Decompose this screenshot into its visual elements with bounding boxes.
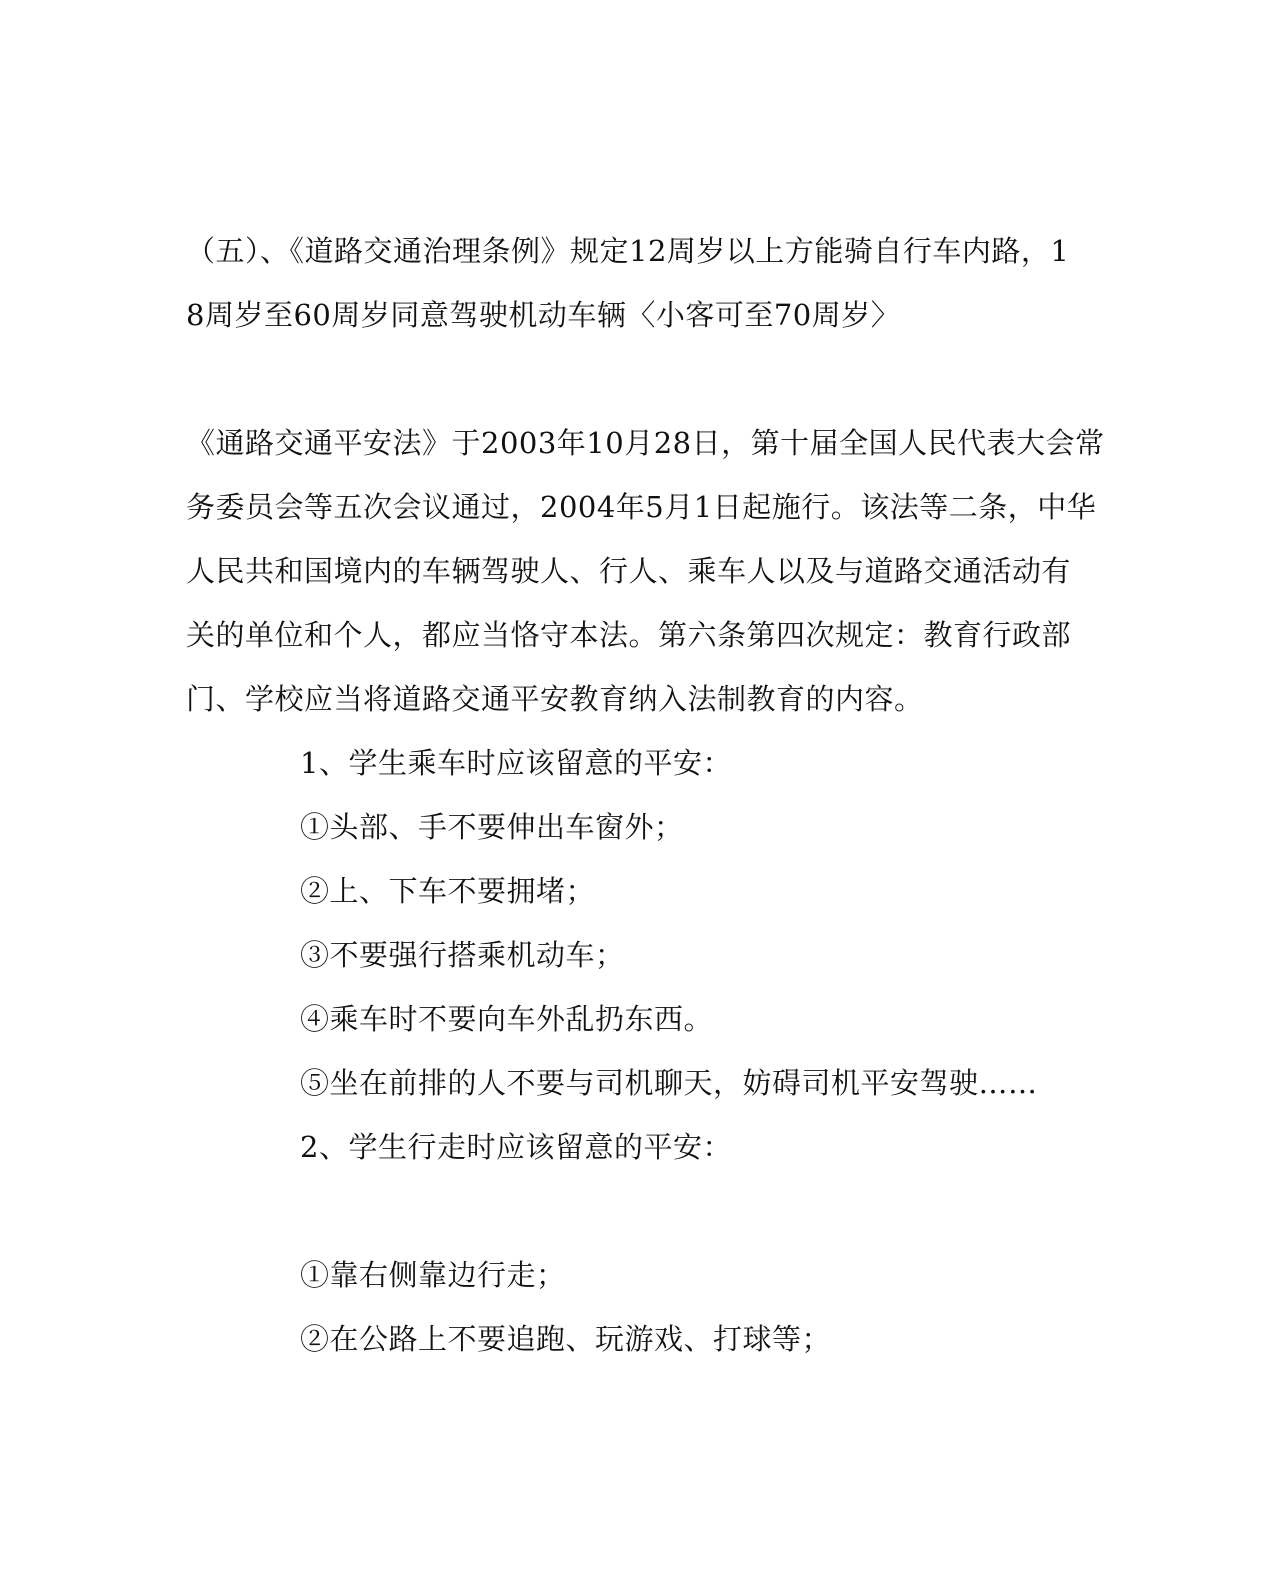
section-1-item-4: ④乘车时不要向车外乱扔东西。 <box>300 1002 714 1036</box>
section-2-item-2: ②在公路上不要追跑、玩游戏、打球等； <box>300 1322 832 1356</box>
paragraph-2-line-3: 人民共和国境内的车辆驾驶人、行人、乘车人以及与道路交通活动有 <box>186 554 1072 588</box>
section-1-item-3: ③不要强行搭乘机动车； <box>300 938 625 972</box>
section-1-item-5: ⑤坐在前排的人不要与司机聊天，妨碍司机平安驾驶…… <box>300 1066 1038 1100</box>
section-2-heading: 2、学生行走时应该留意的平安： <box>300 1130 732 1164</box>
paragraph-2-line-2: 务委员会等五次会议通过，2004年5月1日起施行。该法等二条，中华 <box>186 490 1097 524</box>
paragraph-1-line-2: 8周岁至60周岁同意驾驶机动车辆〈小客可至70周岁〉 <box>186 298 901 332</box>
section-1-item-2: ②上、下车不要拥堵； <box>300 874 596 908</box>
section-2-item-1: ①靠右侧靠边行走； <box>300 1258 566 1292</box>
paragraph-1-line-1: （五）、《道路交通治理条例》规定12周岁以上方能骑自行车内路，1 <box>186 234 1070 268</box>
section-1-heading: 1、学生乘车时应该留意的平安： <box>300 746 732 780</box>
section-1-item-1: ①头部、手不要伸出车窗外； <box>300 810 684 844</box>
paragraph-2-line-1: 《通路交通平安法》于2003年10月28日，第十届全国人民代表大会常 <box>186 426 1105 460</box>
paragraph-2-line-4: 关的单位和个人，都应当恪守本法。第六条第四次规定：教育行政部 <box>186 618 1072 652</box>
paragraph-2-line-5: 门、学校应当将道路交通平安教育纳入法制教育的内容。 <box>186 682 924 716</box>
